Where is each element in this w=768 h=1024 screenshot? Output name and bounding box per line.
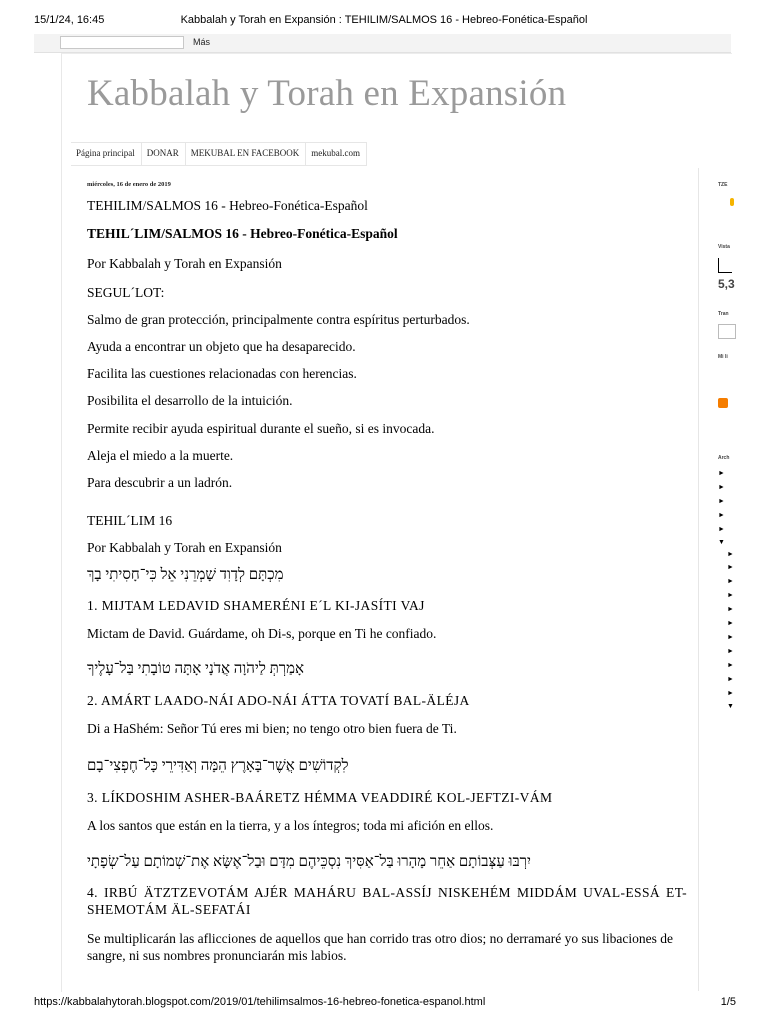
stats-axis-icon xyxy=(718,272,732,273)
expand-arrow-icon[interactable]: ► xyxy=(727,578,734,585)
verse-spanish: A los santos que están en la tierra, y a los íntegros; toda mi afición en ellos. xyxy=(87,818,494,833)
collapse-arrow-icon[interactable]: ▼ xyxy=(727,703,734,710)
sidebar xyxy=(700,0,740,1024)
pageview-count: 5,3 xyxy=(718,277,735,291)
tab-donar[interactable]: DONAR xyxy=(142,143,186,165)
segullah-item: Para descubrir a un ladrón. xyxy=(87,475,233,490)
sidebar-label: TZE xyxy=(718,182,728,188)
expand-arrow-icon[interactable]: ► xyxy=(727,592,734,599)
post-heading: TEHIL´LIM/SALMOS 16 - Hebreo-Fonética-Español xyxy=(87,226,398,241)
sidebar-label: Tran xyxy=(718,311,729,317)
expand-arrow-icon[interactable]: ► xyxy=(718,512,725,519)
expand-arrow-icon[interactable]: ► xyxy=(727,662,734,669)
segullah-item: Ayuda a encontrar un objeto que ha desaparecido. xyxy=(87,339,356,354)
page-tabs xyxy=(71,142,367,166)
verse-spanish: Mictam de David. Guárdame, oh Di-s, porque en Ti he confiado. xyxy=(87,626,437,641)
tab-pagina-principal[interactable]: Página principal xyxy=(71,143,142,165)
verse-hebrew: יִרְבּוּ עַצְּבוֹתָם אַחֵר מָהָרוּ בַּל־אַסִּיךְ נִסְכֵּיהֶם מִדָּם וּבַל־אֶשָּׂא אֶת־שְׁמוֹתָם עַל־שְׂפָתָי xyxy=(87,854,531,870)
tab-mekubal-facebook[interactable]: MEKUBAL EN FACEBOOK xyxy=(186,143,307,165)
expand-arrow-icon[interactable]: ► xyxy=(727,606,734,613)
post-byline: Por Kabbalah y Torah en Expansión xyxy=(87,256,282,271)
search-input[interactable] xyxy=(60,36,184,49)
post-date: miércoles, 16 de enero de 2019 xyxy=(87,181,171,188)
print-header xyxy=(0,14,768,32)
segullah-item: Salmo de gran protección, principalmente contra espíritus perturbados. xyxy=(87,312,470,327)
verse-phonetic: 1. MIJTAM LEDAVID SHAMERÉNI E´L KI-JASÍTI VAJ xyxy=(87,598,425,613)
translate-select[interactable] xyxy=(718,324,736,339)
print-url: https://kabbalahytorah.blogspot.com/2019/01/tehilimsalmos-16-hebreo-fonetica-espanol.html xyxy=(34,996,486,1008)
segullot-label: SEGUL´LOT: xyxy=(87,285,165,300)
segullah-item: Posibilita el desarrollo de la intuición. xyxy=(87,393,293,408)
print-date: 15/1/24, 16:45 xyxy=(34,14,105,26)
blogger-icon[interactable] xyxy=(718,398,728,408)
collapse-arrow-icon[interactable]: ▼ xyxy=(718,539,725,546)
sidebar-label: Arch xyxy=(718,455,730,461)
expand-arrow-icon[interactable]: ► xyxy=(727,620,734,627)
sidebar-label: Mi li xyxy=(718,354,728,360)
post-title-link[interactable]: TEHILIM/SALMOS 16 - Hebreo-Fonética-Español xyxy=(87,198,368,213)
segullah-item: Facilita las cuestiones relacionadas con herencias. xyxy=(87,366,357,381)
verse-hebrew: לִקְדוֹשִׁים אֲשֶׁר־בָּאָרֶץ הֵמָּה וְאַדִּירֵי כָּל־חֶפְצִי־בָם xyxy=(87,758,349,774)
verse-hebrew: מִכְתָּם לְדָוִד שָׁמְרֵנִי אֵל כִּי־חָסִיתִי בָךְ xyxy=(87,567,284,583)
psalm-byline: Por Kabbalah y Torah en Expansión xyxy=(87,540,282,555)
stats-bar-icon xyxy=(718,258,719,272)
expand-arrow-icon[interactable]: ► xyxy=(718,526,725,533)
expand-arrow-icon[interactable]: ► xyxy=(727,551,734,558)
expand-arrow-icon[interactable]: ► xyxy=(727,634,734,641)
print-footer xyxy=(0,996,768,1012)
more-link[interactable]: Más xyxy=(193,37,211,47)
segullah-item: Permite recibir ayuda espiritual durante el sueño, si es invocada. xyxy=(87,421,435,436)
blog-title[interactable]: Kabbalah y Torah en Expansión xyxy=(87,73,567,114)
verse-phonetic: 2. AMÁRT LAADO-NÁI ADO-NÁI ÁTTA TOVATÍ BAL-ÄLÉJA xyxy=(87,693,470,708)
expand-arrow-icon[interactable]: ► xyxy=(727,690,734,697)
badge-icon xyxy=(730,198,734,206)
print-page-number: 1/5 xyxy=(720,996,736,1008)
verse-hebrew: אָמַרְתְּ לַיהֹוָה אֲדֹנָי אָתָּה טוֹבָתִי בַּל־עָלֶיךָ xyxy=(87,661,305,677)
blogger-navbar xyxy=(34,34,731,53)
expand-arrow-icon[interactable]: ► xyxy=(727,648,734,655)
expand-arrow-icon[interactable]: ► xyxy=(727,564,734,571)
expand-arrow-icon[interactable]: ► xyxy=(718,498,725,505)
sidebar-divider xyxy=(698,168,699,991)
psalm-heading: TEHIL´LIM 16 xyxy=(87,513,173,528)
expand-arrow-icon[interactable]: ► xyxy=(718,484,725,491)
verse-spanish: Di a HaShém: Señor Tú eres mi bien; no tengo otro bien fuera de Ti. xyxy=(87,721,457,736)
print-page-title: Kabbalah y Torah en Expansión : TEHILIM/SALMOS 16 - Hebreo-Fonética-Español xyxy=(180,14,588,26)
verse-phonetic: 3. LÍKDOSHIM ASHER-BAÁRETZ HÉMMA VEADDIRÉ KOL-JEFTZI-VÁM xyxy=(87,790,553,805)
sidebar-label: Vista xyxy=(718,244,730,250)
verse-spanish: Se multiplicarán las aflicciones de aquellos que han corrido tras otro dios; no derramaré yo sus libaciones de sangre, ni sus nombres pronunciarán mis labios. xyxy=(87,931,673,963)
segullah-item: Aleja el miedo a la muerte. xyxy=(87,448,234,463)
expand-arrow-icon[interactable]: ► xyxy=(727,676,734,683)
tab-mekubal-com[interactable]: mekubal.com xyxy=(306,143,367,165)
expand-arrow-icon[interactable]: ► xyxy=(718,470,725,477)
verse-phonetic: 4. IRBÚ ÄTZTZEVOTÁM AJÉR MAHÁRU BAL-ASSÍJ NISKEHÉM MIDDÁM UVAL-ESSÁ ET-SHEMOTÁM ÄL-SEFATÁI xyxy=(87,885,687,917)
